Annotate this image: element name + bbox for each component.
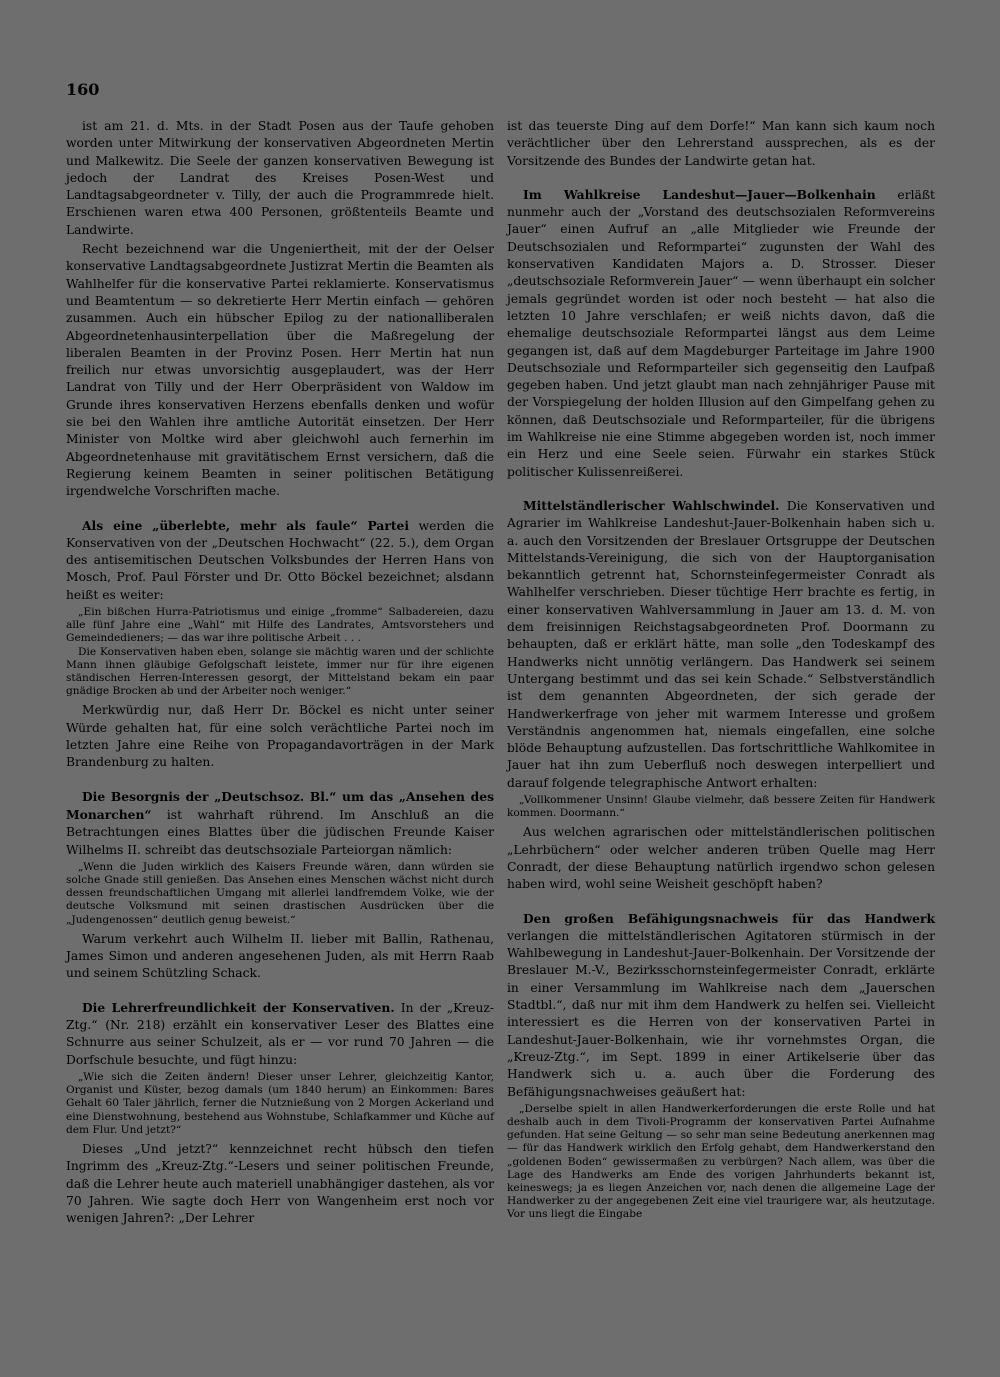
quote-paragraph: Die Konservativen haben eben, solange sie mächtig waren und der schlichte Mann ihnen gläubige Gefolgschaft leistete, immer nur für ihre eigenen ständischen Herren-Interessen gesorgt, der Mittelstand bekam ein paar gnädige Brocken ab und der Arbeiter noch weniger.“ xyxy=(66,645,494,698)
article-heading: Im Wahlkreise Landeshut—Jauer—Bolkenhain xyxy=(523,186,876,202)
article-text: ist wahrhaft rührend. Im Anschluß an die Betrachtungen eines Blattes über die jüdischen Freunde Kaiser Wilhelms II. schreibt das deutschsoziale Parteiorgan nämlich: xyxy=(66,807,494,857)
article-paragraph-with-heading xyxy=(507,186,935,481)
quote-paragraph: „Derselbe spielt in allen Handwerkerforderungen die erste Rolle und hat deshalb auch in dem Tivoli-Programm der konservativen Partei Aufnahme gefunden. Hat seine Geltung — so sehr man seine Bedeutung anerkennen mag — für das Handwerk wirklich den Erfolg gehabt, dem Handwerkerstand den „goldenen Boden“ gewissermaßen zu verbürgen? Nach allem, was über die Lage des Handwerks am Ende des vorigen Jahrhunderts bekannt ist, keineswegs; ja es liegen Anzeichen vor, nach denen die allgemeine Lage der Handwerker zu der angegebenen Zeit eine viel traurigere war, als heutzutage. Vor uns liegt die Eingabe xyxy=(507,1102,935,1221)
article-text: ist das teuerste Ding auf dem Dorfe!“ Man kann sich kaum noch verächtlicher über den Lehrerstand aussprechen, als es der Vorsitzende des Bundes der Landwirte getan hat. xyxy=(507,119,935,168)
article-paragraph-with-heading xyxy=(66,999,494,1069)
article-text: Dieses „Und jetzt?“ kennzeichnet recht hübsch den tiefen Ingrimm des „Kreuz-Ztg.“-Lesers und seiner politischen Freunde, daß die Lehrer heute auch materiell unabhängiger dastehen, als vor 70 Jahren. Wie sagte doch Herr von Wangenheim erst noch vor wenigen Jahren?: „Der Lehrer xyxy=(66,1141,494,1226)
article-paragraph xyxy=(507,824,935,893)
article-paragraph xyxy=(66,931,494,983)
quote-block xyxy=(66,861,494,927)
article-heading: Mittelständlerischer Wahlschwindel. xyxy=(523,497,780,513)
article-heading: Die Lehrerfreundlichkeit der Konservativen. xyxy=(82,999,395,1015)
article-text: erläßt nunmehr auch der „Vorstand des deutschsozialen Reformvereins Jauer“ einen Aufruf an „alle Mitglieder wie Freunde der Deutschsozialen und Reformpartei“ zugunsten der Wahl des konservativen Kandidaten Majors a. D. Strosser. Dieser „deutschsoziale Reformverein Jauer“ — wenn überhaupt ein solcher jemals gegründet worden ist oder noch besteht — hat also die letzten 10 Jahre verschlafen; er weiß nichts davon, daß die ehemalige deutschsoziale Reformpartei längst aus dem Leime gegangen ist, daß auf dem Magdeburger Parteitage im Jahre 1900 Deutschsoziale und Reformparteiler sich gegenseitig den Laufpaß gegeben haben. Und jetzt glaubt man nach zehnjähriger Pause mit der Vorspiegelung der holden Illusion auf den Gimpelfang gehen zu können, daß Deutschsoziale und Reformparteiler, für die übrigens im Wahlkreise nie eine Stimme abgegeben worden ist, noch immer ein Herz und eine Seele seien. Fürwahr ein starkes Stück politischer Kulissenreißerei. xyxy=(507,187,935,479)
article-text: In der „Kreuz-Ztg.“ (Nr. 218) erzählt ein konservativer Leser des Blattes eine Schnurre aus seiner Schulzeit, als er — vor rund 70 Jahren — die Dorfschule besuchte, und fügt hinzu: xyxy=(66,1000,494,1067)
article-paragraph xyxy=(507,118,935,170)
article-text: verlangen die mittelständlerischen Agitatoren stürmisch in der Wahlbewegung in Landeshut-Jauer-Bolkenhain. Der Vorsitzende der Breslauer M.-V., Bezirksschornsteinfegermeister Conradt, erklärte in einer Versammlung im Wahlkreise nach dem „Jauerschen Stadtbl.“, daß nur mit ihm dem Handwerk zu helfen sei. Vielleicht interessiert es die Herren von der konservativen Partei in Landeshut-Jauer-Bolkenhain, wie ihr vornehmstes Organ, die „Kreuz-Ztg.“, im Sept. 1899 in einer Artikelserie über das Handwerk sich u. a. auch über die Forderung des Befähigungsnachweises geäußert hat: xyxy=(507,928,935,1099)
article-heading: Den großen Befähigungsnachweis für das Handwerk xyxy=(523,910,935,926)
article-paragraph xyxy=(66,118,494,239)
article-text: werden die Konservativen von der „Deutschen Hochwacht“ (22. 5.), dem Organ des antisemitischen Deutschen Volksbundes der Herren Hans von Mosch, Prof. Paul Förster und Dr. Otto Böckel bezeichnet; alsdann heißt es weiter: xyxy=(66,518,495,602)
quote-block xyxy=(66,606,494,698)
quote-paragraph: „Vollkommener Unsinn! Glaube vielmehr, daß bessere Zeiten für Handwerk kommen. Doormann.“ xyxy=(507,793,935,820)
article-paragraph-with-heading xyxy=(507,910,935,1101)
article-heading: Als eine „überlebte, mehr als faule“ Partei xyxy=(82,517,410,533)
quote-block xyxy=(66,1071,494,1137)
quote-block xyxy=(507,794,935,820)
article-text: Recht bezeichnend war die Ungeniertheit, mit der der Oelser konservative Landtagsabgeordnete Justizrat Mertin die Beamten als Wahlhelfer für die konservative Partei reklamierte. Konservatismus und Beamtentum — so dekretierte Herr Mertin einfach — gehören zusammen. Auch ein hübscher Epilog zu der nationalliberalen Abgeordnetenhausinterpellation über die Maßregelung der liberalen Beamten in der Provinz Posen. Herr Mertin hat nun freilich nur etwas unvorsichtig ausgeplaudert, was der Herr Landrat von Tilly und der Herr Oberpräsident von Waldow im Grunde ihres konservativen Herzens ebenfalls denken und wofür sie bei den Wahlen ihre amtliche Autorität einsetzen. Der Herr Minister von Moltke wird aber gleichwohl auch fernerhin im Abgeordnetenhause mit gravitätischem Ernst versichern, daß die Regierung keinem Beamten in seiner politischen Betätigung irgendwelche Vorschriften mache. xyxy=(66,242,494,499)
quote-block xyxy=(507,1103,935,1222)
article-text: Merkwürdig nur, daß Herr Dr. Böckel es nicht unter seiner Würde gehalten hat, für eine solch verächtliche Partei noch im letzten Jahre eine Reihe von Propagandavorträgen in der Mark Brandenburg zu halten. xyxy=(66,703,494,770)
article-paragraph-with-heading xyxy=(66,788,494,859)
article-text: Aus welchen agrarischen oder mittelständlerischen politischen „Lehrbüchern“ oder welcher anderen trüben Quelle mag Herr Conradt, der diese Behauptung natürlich irgendwo schon gelesen haben wird, wohl seine Weisheit geschöpft haben? xyxy=(507,825,935,892)
quote-paragraph: „Wie sich die Zeiten ändern! Dieser unser Lehrer, gleichzeitig Kantor, Organist und Küster, bezog damals (um 1840 herum) an Einkommen: Bares Gehalt 60 Taler jährlich, ferner die Nutznießung von 2 Morgen Ackerland und eine Dienstwohnung, bestehend aus Wohnstube, Schlafkammer und Küche auf dem Flur. Und jetzt?“ xyxy=(66,1070,494,1136)
article-paragraph-with-heading xyxy=(66,517,494,604)
article-text: Die Konservativen und Agrarier im Wahlkreise Landeshut-Jauer-Bolkenhain haben sich u. a. auch den Vorsitzenden der Breslauer Ortsgruppe der Deutschen Mittelstands-Vereinigung, die sich von der Hauptorganisation bekanntlich getrennt hat, Schornsteinfegermeister Conradt als Wahlhelfer verschrieben. Dieser tüchtige Herr brachte es fertig, in einer konservativen Wahlversammlung in Jauer am 13. d. M. von dem freisinnigen Reichstagsabgeordneten Prof. Doormann zu behaupten, daß er erklärt hätte, man solle „den Todeskampf des Handwerks nicht unnötig verlängern. Das Handwerk sei seinem Untergang bestimmt und das sei kein Schade.“ Selbstverständlich ist dem genannten Abgeordneten, der sich gerade der Handwerkerfrage von jeher mit warmem Interesse und großem Verständnis angenommen hat, niemals eingefallen, eine solche blöde Behauptung aufzustellen. Das fortschrittliche Wahlkomitee in Jauer hat ihn zum Ueberfluß noch deswegen interpelliert und darauf folgende telegraphische Antwort erhalten: xyxy=(507,498,936,790)
quote-paragraph: „Wenn die Juden wirklich des Kaisers Freunde wären, dann würden sie solche Gnade still genießen. Das Ansehen eines Menschen wächst nicht durch dessen freundschaftlichen Umgang mit allerlei landfremdem Volke, wie der deutsche Volksmund mit seinen drastischen Ausdrücken über die „Judengenossen“ deutlich genug beweist.“ xyxy=(66,860,494,926)
article-text: Warum verkehrt auch Wilhelm II. lieber mit Ballin, Rathenau, James Simon und anderen angesehenen Juden, als mit Herrn Raab und seinem Schützling Schack. xyxy=(66,931,494,981)
right-column xyxy=(507,118,935,1226)
page-number: 160 xyxy=(66,80,100,99)
quote-paragraph: „Ein bißchen Hurra-Patriotismus und einige „fromme“ Salbadereien, dazu alle fünf Jahre eine „Wahl“ mit Hilfe des Landrates, Amtsvorstehers und Gemeindedieners; — das war ihre politische Arbeit . . . xyxy=(66,606,494,645)
article-paragraph-with-heading xyxy=(507,497,935,792)
article-paragraph xyxy=(66,241,494,500)
article-paragraph xyxy=(66,1141,494,1227)
article-text: ist am 21. d. Mts. in der Stadt Posen aus der Taufe gehoben worden unter Mitwirkung der konservativen Abgeordneten Mertin und Malkewitz. Die Seele der ganzen konservativen Bewegung ist jedoch der Landrat des Kreises Posen-West und Landtagsabgeordneter v. Tilly, der auch die Programmrede hielt. Erschienen waren etwa 400 Personen, größtenteils Beamte und Landwirte. xyxy=(66,119,494,237)
article-heading: Die Besorgnis der „Deutschsoz. Bl.“ um das „Ansehen des Monarchen“ xyxy=(66,788,494,822)
left-column xyxy=(66,118,494,1229)
article-paragraph xyxy=(66,702,494,771)
